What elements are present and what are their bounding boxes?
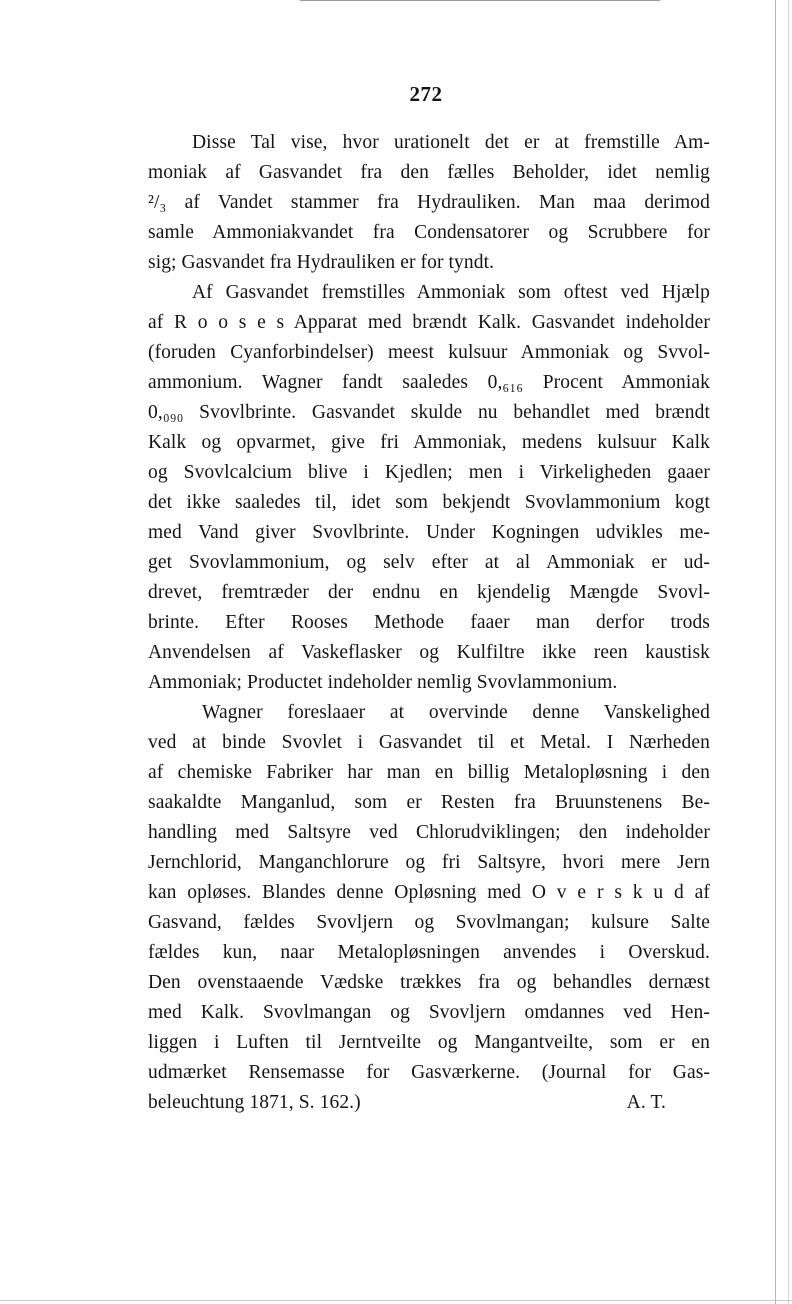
text-line: udmærket Rensemasse for Gasværkerne. (Journal for Gas- <box>148 1062 710 1083</box>
text-line: Ammoniak; Productet indeholder nemlig Svovlammonium. <box>148 672 618 693</box>
body-text <box>148 128 710 1118</box>
text-line: moniak af Gasvandet fra den fælles Beholder, idet nemlig <box>148 162 710 183</box>
text-line: 0,₀₉₀ Svovlbrinte. Gasvandet skulde nu behandlet med brændt <box>148 402 710 423</box>
text-line: kan opløses. Blandes denne Opløsning med O v e r s k u d af <box>148 882 710 903</box>
text-line: Jernchlorid, Manganchlorure og fri Saltsyre, hvori mere Jern <box>148 852 710 873</box>
text-line: Kalk og opvarmet, give fri Ammoniak, medens kulsuur Kalk <box>148 432 710 453</box>
text-line: af R o o s e s Apparat med brændt Kalk. Gasvandet indeholder <box>148 312 710 333</box>
text-line: og Svovlcalcium blive i Kjedlen; men i Virkeligheden gaaer <box>148 462 710 483</box>
text-line: af chemiske Fabriker har man en billig Metalopløsning i den <box>148 762 710 783</box>
text-line: Af Gasvandet fremstilles Ammoniak som oftest ved Hjælp <box>192 282 710 303</box>
text-line: get Svovlammonium, og selv efter at al Ammoniak er ud- <box>148 552 710 573</box>
text-line: det ikke saaledes til, idet som bekjendt Svovlammonium kogt <box>148 492 710 513</box>
bottom-border-line <box>0 1300 792 1301</box>
text-line: Den ovenstaaende Vædske trækkes fra og behandles dernæst <box>148 972 710 993</box>
text-line: ammonium. Wagner fandt saaledes 0,₆₁₆ Procent Ammoniak <box>148 372 710 393</box>
text-line: Anvendelsen af Vaskeflasker og Kulfiltre ikke reen kaustisk <box>148 642 710 663</box>
text-line: Disse Tal vise, hvor urationelt det er at fremstille Am- <box>192 132 710 153</box>
text-line: ved at binde Svovlet i Gasvandet til et Metal. I Nærheden <box>148 732 710 753</box>
top-border-line <box>300 0 660 1</box>
text-line: saakaldte Manganlud, som er Resten fra Bruunstenens Be- <box>148 792 710 813</box>
author-signature: A. T. <box>626 1092 666 1113</box>
text-line: Gasvand, fældes Svovljern og Svovlmangan; kulsure Salte <box>148 912 710 933</box>
text-line: samle Ammoniakvandet fra Condensatorer og Scrubbere for <box>148 222 710 243</box>
text-line: fældes kun, naar Metalopløsningen anvendes i Overskud. <box>148 942 710 963</box>
text-line: ²/₃ af Vandet stammer fra Hydrauliken. Man maa derimod <box>148 192 710 213</box>
text-line: sig; Gasvandet fra Hydrauliken er for tyndt. <box>148 252 495 273</box>
text-line: liggen i Luften til Jerntveilte og Mangantveilte, som er en <box>148 1032 710 1053</box>
text-line: handling med Saltsyre ved Chlorudviklingen; den indeholder <box>148 822 710 843</box>
right-edge-line <box>788 0 789 1304</box>
page-number: 272 <box>409 82 443 106</box>
text-line: Wagner foreslaaer at overvinde denne Vanskelighed <box>202 702 710 723</box>
text-line: brinte. Efter Rooses Methode faaer man derfor trods <box>148 612 710 633</box>
text-line: (foruden Cyanforbindelser) meest kulsuur Ammoniak og Svvol- <box>148 342 710 363</box>
text-line: drevet, fremtræder der endnu en kjendelig Mængde Svovl- <box>148 582 710 603</box>
citation-text: beleuchtung 1871, S. 162.) <box>148 1092 361 1113</box>
right-border-line <box>775 0 776 1304</box>
text-line: med Kalk. Svovlmangan og Svovljern omdannes ved Hen- <box>148 1002 710 1023</box>
final-line <box>148 1088 710 1118</box>
text-line: med Vand giver Svovlbrinte. Under Kogningen udvikles me- <box>148 522 710 543</box>
